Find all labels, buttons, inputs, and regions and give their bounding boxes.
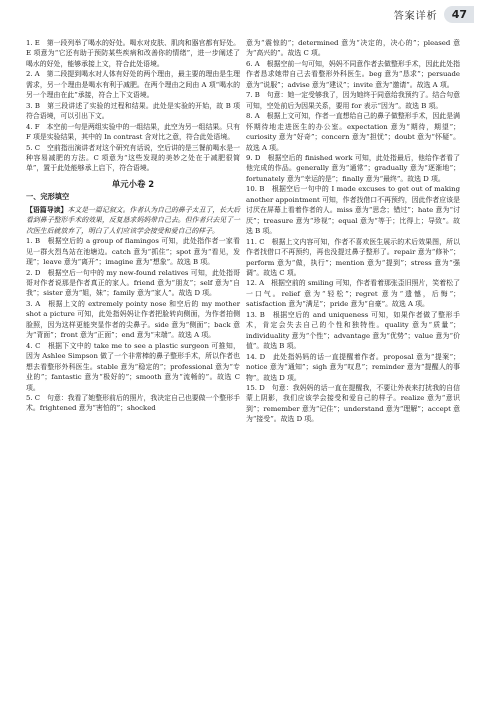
answer-paragraph: 9. D 根据空后的 finished work 可知，此处指最后，他给作者看了他完成的作品。generally 意为“通常”；gradually 意为“逐渐地”；fortunately 意为“幸运的是”；finally 意为“最终”。故选 D 项。: [246, 153, 460, 183]
header-title: 答案详析: [393, 10, 438, 22]
answer-paragraph: 6. A 根据空前一句可知，妈妈不同意作者去做整形手术，因此此处指作者恳求她带自己去看整形外科医生。beg 意为“恳求”；persuade 意为“说服”；advise 意为“建议”；invite 意为“邀请”。故选 A 项。: [246, 59, 460, 89]
answer-paragraph: 4. F 本空前一句是两组实验中的一组结果，此空为另一组结果。只有 F 项是实验结果，其中的 In contrast 含对比之意，符合此处语境。: [26, 122, 240, 142]
guide-tag: 【语篇导读】: [26, 205, 68, 214]
answer-paragraph: 11. C 根据上文内容可知，作者不喜欢医生展示的术后效果图，所以作者找借口不再预约，再也没提过鼻子整形了。repair 意为“修补”；perform 意为“做，执行”；mention 意为“提到”；stress 意为“强调”。故选 C 项。: [246, 237, 460, 277]
reading-guide: [26, 205, 240, 236]
answer-paragraph: 15. D 句意：我妈妈的话一直在提醒我，不要让外表来打扰我的自信蒙上阴影，我们应该学会接受和爱自己的样子。realize 意为“意识到”；remember 意为“记住”；understand 意为“理解”；accept 意为“接受”。故选 D 项。: [246, 383, 460, 424]
right-column: [246, 38, 460, 425]
left-column: [26, 38, 240, 414]
answer-paragraph: 意为“震惊的”；determined 意为“决定的，决心的”；pleased 意为“高兴的”。故选 C 项。: [246, 39, 460, 58]
subsection-heading: 一、完形填空: [26, 192, 70, 202]
answer-paragraph: 10. B 根据空后一句中的 I made excuses to get out of making another appointment 可知，作者找借口不再预约，因此作者应该是讨厌在屏幕上看着作者的人。miss 意为“思念；错过”；hate 意为“讨厌”；treasure 意为“珍视”；equal 意为“等于；比得上；导致”。故选 B 项。: [246, 185, 460, 236]
answer-paragraph: 2. D 根据空后一句中的 my new-found relatives 可知，此处指哥哥对作者说那是作者真正的家人。friend 意为“朋友”；self 意为“自我”；sister 意为“姐，妹”；family 意为“家人”。故选 D 项。: [26, 268, 240, 298]
answer-paragraph: 3. A 根据上文的 extremely pointy nose 和空后的 my mother shot a picture 可知，此处指妈妈让作者把脸转向侧面，为作者拍侧脸照，因为这样更能突显作者的尖鼻子。side 意为“侧面”；back 意为“背面”；front 意为“正面”；end 意为“末端”。故选 A 项。: [26, 299, 240, 340]
answer-paragraph: 1. E 第一段列举了喝水的好处。喝水对皮肤、肌肉和器官都有好处。E 项意为“它还有助于预防某些疾病和改善你的情绪”，进一步阐述了喝水的好处，能够承接上文，符合此处语境。: [26, 39, 240, 68]
unit-title: 单元小卷 2: [111, 178, 155, 189]
answer-paragraph: 7. B 句意：她一定受够我了，因为她终于同意给我预约了。结合句意可知，空处前后为因果关系，要用 for 表示“因为”。故选 B 项。: [246, 91, 460, 110]
answer-paragraph: 8. A 根据上文可知，作者一直想给自己的鼻子做整形手术，因此是满怀期待地走进医生的办公室。expectation 意为“期待，期望”；curiosity 意为“好奇”；concern 意为“担忧”；doubt 意为“怀疑”。故选 A 项。: [246, 112, 460, 152]
answer-paragraph: 5. C 句意：我看了她整形前后的照片，我决定自己也要做一个整形手术。frightened 意为“害怕的”；shocked: [26, 393, 240, 413]
answer-paragraph: 1. B 根据空后的 a group of flamingos 可知，此处指作者一家看见一群火烈鸟站在池塘边。catch 意为“抓住”；spot 意为“看见，发现”；leave 意为“离开”；imagine 意为“想象”。故选 B 项。: [26, 237, 240, 267]
answer-paragraph: 2. A 第二段提到喝水对人体有好处的两个理由，最主要的理由是生理需求，另一个理由是喝水有利于减肥。在两个理由之间由 A 项“喝水的另一个理由在此”承接，符合上下文语境。: [26, 70, 240, 100]
answer-paragraph: 4. C 根据下文中的 take me to see a plastic surgeon 可推知，因为 Ashlee Simpson 做了一个非常棒的鼻子整形手术，所以作者也想去看整形外科医生。stable 意为“稳定的”；professional 意为“专业的”；fantastic 意为“极好的”；smooth 意为“流畅的”。故选 C 项。: [26, 341, 240, 392]
answer-paragraph: 13. B 根据空后的 and uniqueness 可知，如果作者做了整形手术，肯定会失去自己的个性和独特性。quality 意为“质量”；individuality 意为“个性”；advantage 意为“优势”；value 意为“价值”。故选 B 项。: [246, 310, 460, 351]
answer-paragraph: 3. B 第三段讲述了实验的过程和结果。此处是实验的开始，故 B 项符合语境，可以引出下文。: [26, 101, 240, 121]
guide-text: 本文是一篇记叙文。作者认为自己的鼻子太丑了，长大后看到鼻子整形手术的效果，反复恳求妈妈带自己去。但作者只去见了一次医生后就放弃了，明白了人们应该学会接受和爱自己的样子。: [26, 205, 240, 235]
answer-paragraph: 5. C 空前指出演讲者对这个研究有话说，空后讲的是三餐前喝水是一种容易减肥的方法。C 项意为“这些发现的美妙之处在于减肥很简单”，置于此处能够承上启下，符合语境。: [26, 143, 240, 173]
answer-paragraph: 12. A 根据空前的 smiling 可知，作者看着那张歪旧照片，笑着松了一口气。relief 意为“轻松”；regret 意为“遗憾，后悔”；satisfaction 意为“满足”；pride 意为“自豪”。故选 A 项。: [246, 279, 460, 309]
page-header: [394, 4, 474, 24]
page-number-badge: 47: [444, 6, 474, 23]
answer-paragraph: 14. D 此处指妈妈的话一直提醒着作者。proposal 意为“提案”；notice 意为“通知”；sigh 意为“叹息”；reminder 意为“提醒人的事物”。故选 D 项。: [246, 352, 460, 382]
